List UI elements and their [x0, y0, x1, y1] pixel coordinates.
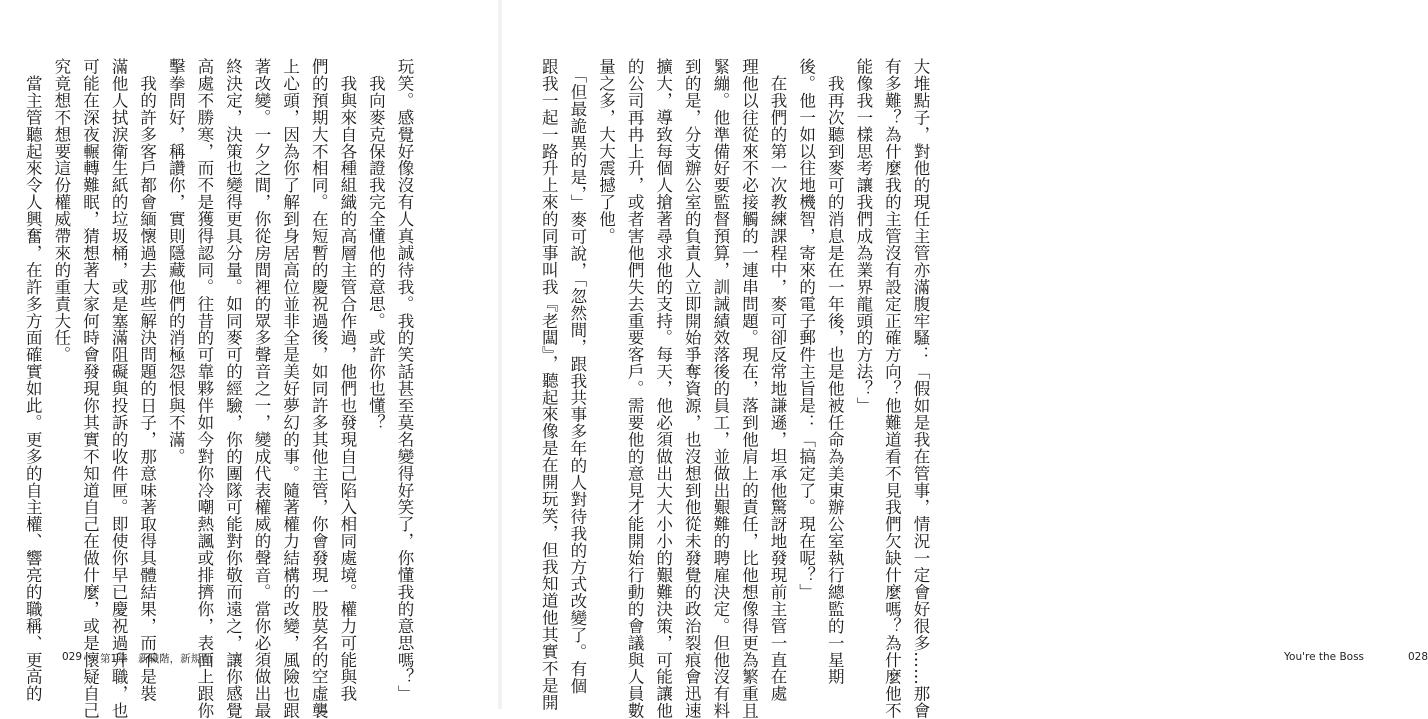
text-line: 我再次聽到麥可的消息是在一年後，也是他被任命為美東辦公室執行總監的一星期: [825, 58, 845, 686]
text-line: 可能在深夜輾轉難眠，猜想著大家何時會發現你其實不知道自己在做什麼，或是懷疑自己: [80, 58, 100, 719]
text-line: 擴大，導致每個人搶著尋求他的支持。每天，他必須做出大大小小的艱難決策，可能讓他: [653, 58, 673, 719]
text-line: 在我們的第一次教練課程中，麥可卻反常地謙遜，坦承他驚訝地發現前主管一直在處: [768, 58, 788, 703]
text-line: 滿他人拭淚衛生紙的垃圾桶，或是塞滿阻礙與投訴的收件匣。即使你早已慶祝過升職，也: [109, 58, 129, 719]
text-line: 到的是，分支辦公室的負責人立即開始爭奪資源，也沒想到他從未發覺的政治裂痕會迅速: [682, 58, 702, 719]
text-line: 擊拳問好，稱讚你，實則隱藏他們的消極怨恨與不滿。: [166, 58, 186, 465]
right-page: [500, 0, 1428, 719]
text-line: 我向麥克保證我完全懂他的意思。或許你也懂？: [366, 58, 386, 431]
text-line: 著改變。一夕之間，你從房間裡的眾多聲音之一，變成代表權威的聲音。當你必須做出最: [252, 58, 272, 719]
page-number: 029: [62, 651, 83, 663]
text-line: 後。他一如以往地機智，寄來的電子郵件主旨是：「搞定了。現在呢？」: [796, 58, 816, 601]
text-line: 終決定，決策也變得更具分量。如同麥可的經驗，你的團隊可能對你敬而遠之，讓你感覺: [223, 58, 243, 719]
text-line: 緊繃。他準備好要監督預算，訓誡績效落後的員工，並做出艱難的聘雇決定。但他沒有料: [710, 58, 730, 719]
right-page-text: [539, 58, 934, 719]
text-line: 究竟想不想要這份權威帶來的重責大任。: [51, 58, 71, 364]
text-line: 量之多，大大震撼了他。: [596, 58, 616, 245]
page-number: 028: [1408, 651, 1428, 663]
text-line: 玩笑。感覺好像沒有人真誠待我。我的笑話甚至莫名變得好笑了，你懂我的意思嗎？」: [395, 58, 414, 703]
running-header-title: You're the Boss: [1284, 651, 1365, 663]
text-line: 們的預期大不相同。在短暫的慶祝過後，如同許多其他主管，你會發現一股莫名的空虛襲: [309, 58, 329, 719]
text-line: 我與來自各種組織的高層主管合作過，他們也發現自己陷入相同處境。權力可能與我: [337, 58, 357, 703]
text-line: 我的許多客戶都會緬懷過去那些解決問題的日子，那意味著取得具體結果，而不是裝: [137, 58, 157, 703]
text-line: 跟我一起一路升上來的同事叫我『老闆』，聽起來像是在開玩笑，但我知道他其實不是開: [539, 58, 559, 711]
text-line: 理他以往從來不必接觸的一連串問題。現在，落到他肩上的責任，比他想像得更為繁重且: [739, 58, 759, 719]
text-line: 高處不勝寒，而不是獲得認同。往昔的可靠夥伴如今對你冷嘲熱諷或排擠你，表面上跟你: [194, 58, 214, 719]
text-line: 當主管聽起來令人興奮，在許多方面確實如此。更多的自主權、響亮的職稱、更高的: [23, 58, 43, 703]
text-line: 「但最詭異的是，」麥可說，「忽然間，跟我共事多年的人對待我的方式改變了。有個: [567, 58, 587, 695]
text-line: 的公司再冉上升，或者害他們失去重要客戶。需要他的意見才能開始行動的會議與人員數: [625, 58, 645, 719]
left-page: [0, 0, 500, 719]
text-line: 能像我一樣思考讓我們成為業界龍頭的方法？」: [853, 58, 873, 414]
running-header-chapter: 第1章 新職階，新規則: [100, 653, 212, 665]
text-line: 大堆點子，對他的現任主管亦滿腹牢騷：「假如是我在管事，情況一定會好很多……那會: [911, 58, 930, 719]
text-line: 上心頭，因為你了解到身居高位並非全是美好夢幻的事。隨著權力結構的改變，風險也跟: [280, 58, 300, 719]
text-line: 有多難？為什麼我的主管沒有設定正確方向？他難道看不見我們欠缺什麼嗎？為什麼他不: [882, 58, 902, 719]
